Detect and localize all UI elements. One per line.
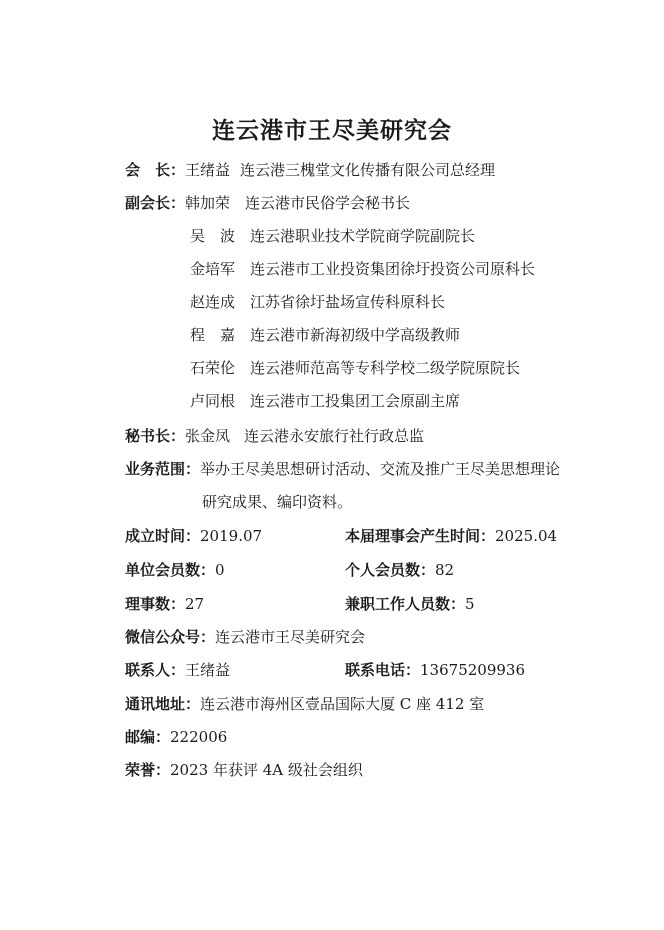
vice-president-title: 连云港市新海初级中学高级教师 (250, 326, 461, 344)
address-row (125, 694, 484, 714)
secretary-name: 张金凤 (185, 427, 231, 445)
board-term-row (345, 526, 557, 546)
vice-president-name: 韩加荣 (185, 194, 231, 212)
president-row (125, 160, 495, 180)
individual-members-row (345, 560, 454, 580)
president-title: 连云港三槐堂文化传播有限公司总经理 (240, 161, 496, 179)
vice-president-row (190, 358, 520, 378)
individual-members-value: 82 (435, 561, 455, 579)
vice-president-name: 赵连成 (190, 293, 236, 311)
phone-row (345, 660, 525, 680)
contact-label: 联系人： (125, 661, 186, 679)
unit-members-row (125, 560, 225, 580)
scope-line1: 举办王尽美思想研讨活动、交流及推广王尽美思想理论 (200, 460, 561, 478)
honor-value: 2023 年获评 4A 级社会组织 (170, 761, 363, 779)
address-label: 通讯地址： (125, 695, 201, 713)
vice-president-title: 连云港师范高等专科学校二级学院原院长 (250, 359, 521, 377)
wechat-label: 微信公众号： (125, 628, 216, 646)
vice-president-name: 石荣伦 (190, 359, 236, 377)
vice-president-name: 卢同根 (190, 392, 236, 410)
honor-row (125, 760, 363, 780)
established-label: 成立时间： (125, 527, 201, 545)
vice-president-name: 程 嘉 (190, 326, 236, 344)
vice-president-name: 吴 波 (190, 227, 236, 245)
vice-president-label: 副会长： (125, 194, 186, 212)
postcode-value: 222006 (170, 728, 228, 746)
individual-members-label: 个人会员数： (345, 561, 436, 579)
wechat-row (125, 627, 365, 647)
part-time-staff-row (345, 594, 475, 614)
scope-line2: 研究成果、编印资料。 (202, 493, 353, 511)
phone-label: 联系电话： (345, 661, 421, 679)
scope-row (125, 459, 560, 479)
president-name: 王绪益 (185, 161, 231, 179)
page-title: 连云港市王尽美研究会 (212, 117, 452, 144)
vice-president-row (190, 325, 460, 345)
vice-president-row (190, 226, 475, 246)
vice-president-row (125, 193, 410, 213)
vice-president-title: 连云港市工投集团工会原副主席 (250, 392, 461, 410)
vice-president-title: 连云港市民俗学会秘书长 (245, 194, 411, 212)
vice-president-title: 连云港市工业投资集团徐圩投资公司原科长 (250, 260, 536, 278)
secretary-title: 连云港永安旅行社行政总监 (244, 427, 425, 445)
part-time-staff-label: 兼职工作人员数： (345, 595, 466, 613)
established-row (125, 526, 262, 546)
board-term-value: 2025.04 (495, 527, 558, 545)
unit-members-value: 0 (215, 561, 225, 579)
vice-president-row (190, 259, 535, 279)
honor-label: 荣誉： (125, 761, 171, 779)
contact-row (125, 660, 230, 680)
directors-label: 理事数： (125, 595, 186, 613)
vice-president-title: 江苏省徐圩盐场宣传科原科长 (250, 293, 446, 311)
address-value: 连云港市海州区壹品国际大厦 C 座 412 室 (200, 695, 485, 713)
established-value: 2019.07 (200, 527, 263, 545)
directors-value: 27 (185, 595, 205, 613)
vice-president-title: 连云港职业技术学院商学院副院长 (250, 227, 476, 245)
phone-value: 13675209936 (420, 661, 525, 679)
vice-president-row (190, 292, 445, 312)
postcode-row (125, 727, 227, 747)
vice-president-row (190, 391, 460, 411)
contact-value: 王绪益 (185, 661, 231, 679)
board-term-label: 本届理事会产生时间： (345, 527, 496, 545)
part-time-staff-value: 5 (465, 595, 475, 613)
scope-label: 业务范围： (125, 460, 201, 478)
directors-row (125, 594, 204, 614)
postcode-label: 邮编： (125, 728, 171, 746)
unit-members-label: 单位会员数： (125, 561, 216, 579)
secretary-label: 秘书长： (125, 427, 186, 445)
president-label: 会 长： (125, 161, 186, 179)
vice-president-name: 金培军 (190, 260, 236, 278)
secretary-row (125, 426, 424, 446)
wechat-value: 连云港市王尽美研究会 (215, 628, 366, 646)
